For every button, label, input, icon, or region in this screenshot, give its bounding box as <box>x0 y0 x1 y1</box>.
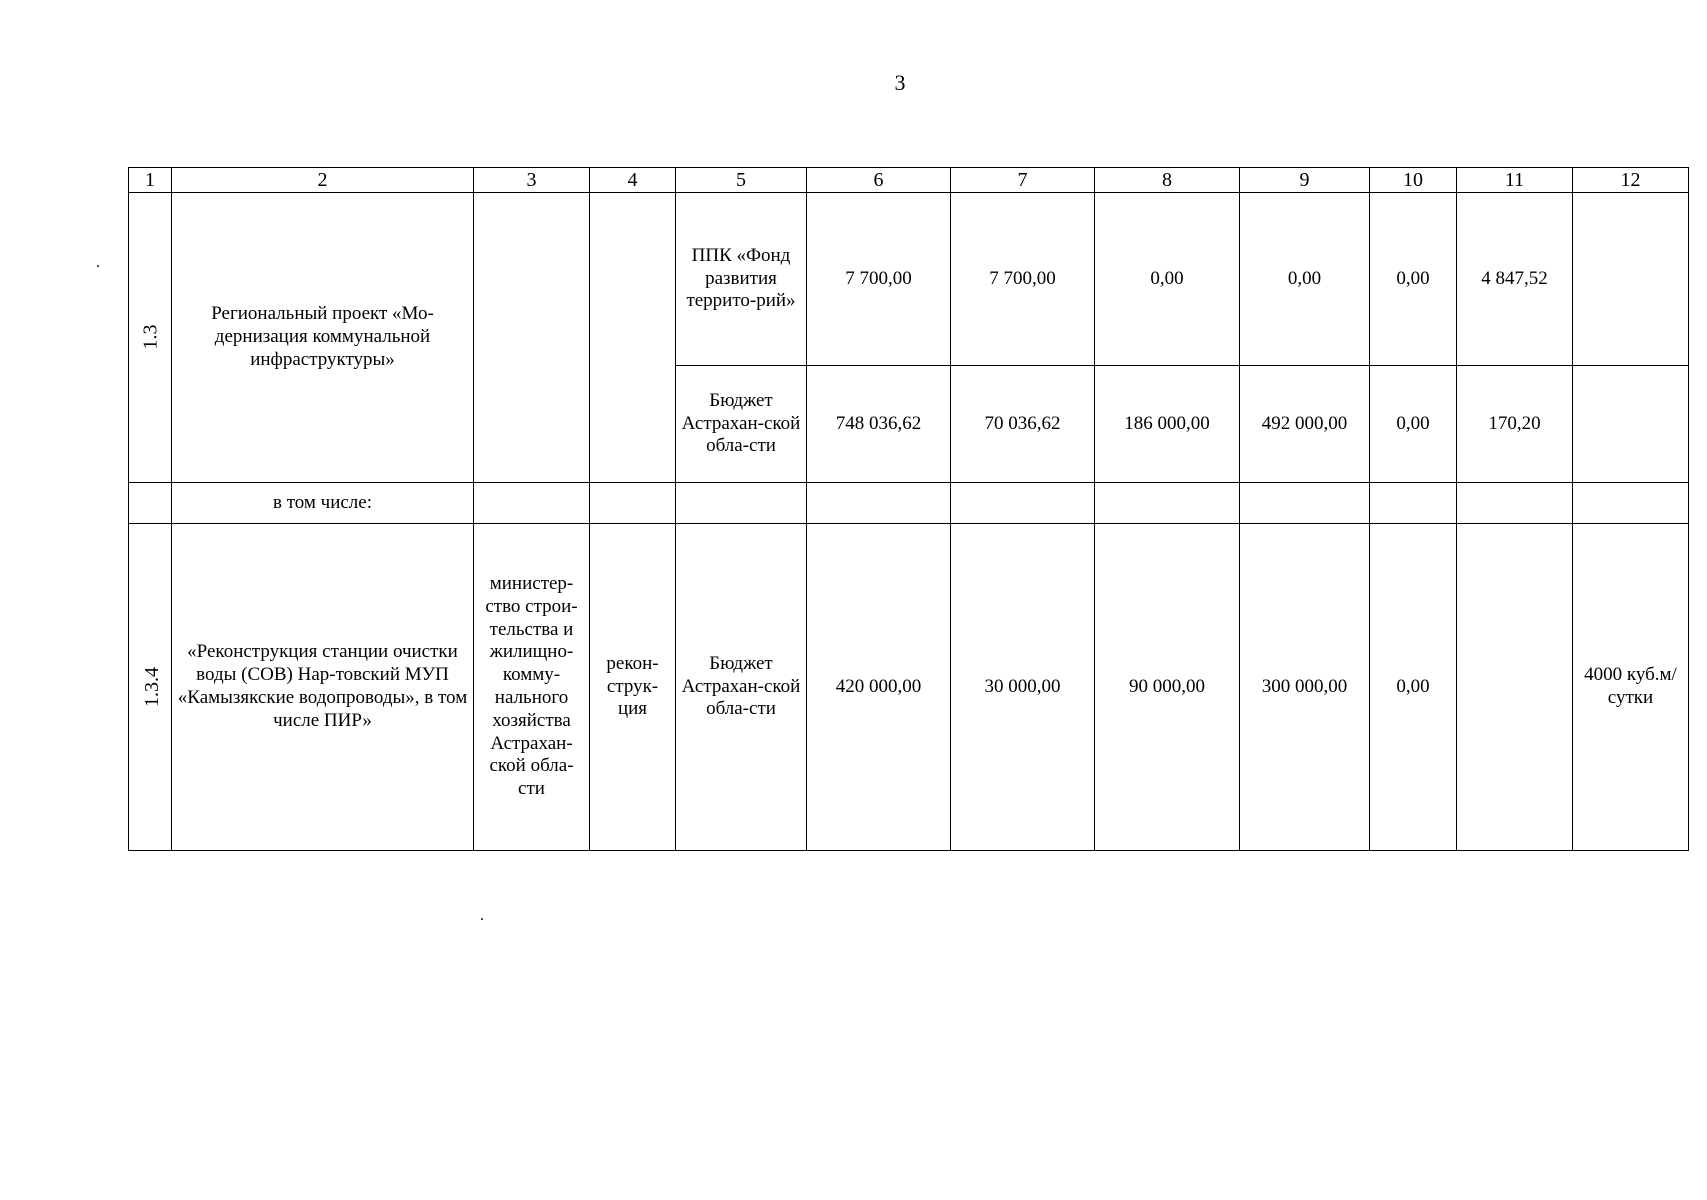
header-cell: 11 <box>1457 168 1573 193</box>
empty-cell <box>1457 483 1573 524</box>
funding-source: Бюджет Астрахан-ской обла-сти <box>676 366 807 483</box>
empty-cell <box>807 483 951 524</box>
table-row <box>129 483 1689 524</box>
value-cell: 186 000,00 <box>1095 366 1240 483</box>
header-cell: 4 <box>590 168 676 193</box>
empty-cell <box>1095 483 1240 524</box>
value-cell: 300 000,00 <box>1240 524 1370 851</box>
value-cell <box>1573 366 1689 483</box>
funding-source: ППК «Фонд развития террито-рий» <box>676 193 807 366</box>
header-cell: 5 <box>676 168 807 193</box>
item-name: «Реконструкция станции очистки воды (СОВ) Нар-товский МУП «Камызякские водопроводы», в том числе ПИР» <box>172 524 474 851</box>
header-cell: 6 <box>807 168 951 193</box>
project-code: 1.3 <box>139 324 161 350</box>
value-cell <box>1573 193 1689 366</box>
stray-mark: . <box>480 907 484 924</box>
table-row <box>129 193 1689 366</box>
item-code-cell <box>129 524 172 851</box>
project-code-cell <box>129 193 172 483</box>
header-cell: 3 <box>474 168 590 193</box>
header-cell: 9 <box>1240 168 1370 193</box>
project-executor <box>474 193 590 483</box>
value-cell: 0,00 <box>1370 193 1457 366</box>
capacity-cell: 4000 куб.м/ сутки <box>1573 524 1689 851</box>
value-cell: 0,00 <box>1095 193 1240 366</box>
empty-cell <box>474 483 590 524</box>
value-cell: 7 700,00 <box>951 193 1095 366</box>
stray-mark: . <box>96 254 100 271</box>
header-cell: 1 <box>129 168 172 193</box>
value-cell: 420 000,00 <box>807 524 951 851</box>
value-cell: 492 000,00 <box>1240 366 1370 483</box>
table-header-row <box>129 168 1689 193</box>
value-cell: 0,00 <box>1370 524 1457 851</box>
page-number: 3 <box>894 70 906 95</box>
empty-cell <box>1370 483 1457 524</box>
empty-cell <box>676 483 807 524</box>
empty-cell <box>951 483 1095 524</box>
table-row <box>129 524 1689 851</box>
value-cell: 7 700,00 <box>807 193 951 366</box>
value-cell: 748 036,62 <box>807 366 951 483</box>
value-cell: 70 036,62 <box>951 366 1095 483</box>
value-cell: 170,20 <box>1457 366 1573 483</box>
value-cell: 4 847,52 <box>1457 193 1573 366</box>
funding-source: Бюджет Астрахан-ской обла-сти <box>676 524 807 851</box>
header-cell: 10 <box>1370 168 1457 193</box>
value-cell: 0,00 <box>1370 366 1457 483</box>
item-code: 1.3.4 <box>141 666 163 707</box>
header-cell: 8 <box>1095 168 1240 193</box>
header-cell: 12 <box>1573 168 1689 193</box>
header-cell: 2 <box>172 168 474 193</box>
value-cell: 30 000,00 <box>951 524 1095 851</box>
item-executor: министер-ство строи-тельства и жилищно-комму-нального хозяйства Астрахан-ской обла-сти <box>474 524 590 851</box>
value-cell: 0,00 <box>1240 193 1370 366</box>
including-label: в том числе: <box>172 483 474 524</box>
value-cell <box>1457 524 1573 851</box>
value-cell: 90 000,00 <box>1095 524 1240 851</box>
header-cell: 7 <box>951 168 1095 193</box>
project-name: Региональный проект «Мо-дернизация коммунальной инфраструктуры» <box>172 193 474 483</box>
empty-cell <box>590 483 676 524</box>
empty-cell <box>129 483 172 524</box>
empty-cell <box>1573 483 1689 524</box>
empty-cell <box>1240 483 1370 524</box>
project-work-type <box>590 193 676 483</box>
item-work-type: рекон-струк-ция <box>590 524 676 851</box>
budget-table <box>128 167 1689 851</box>
